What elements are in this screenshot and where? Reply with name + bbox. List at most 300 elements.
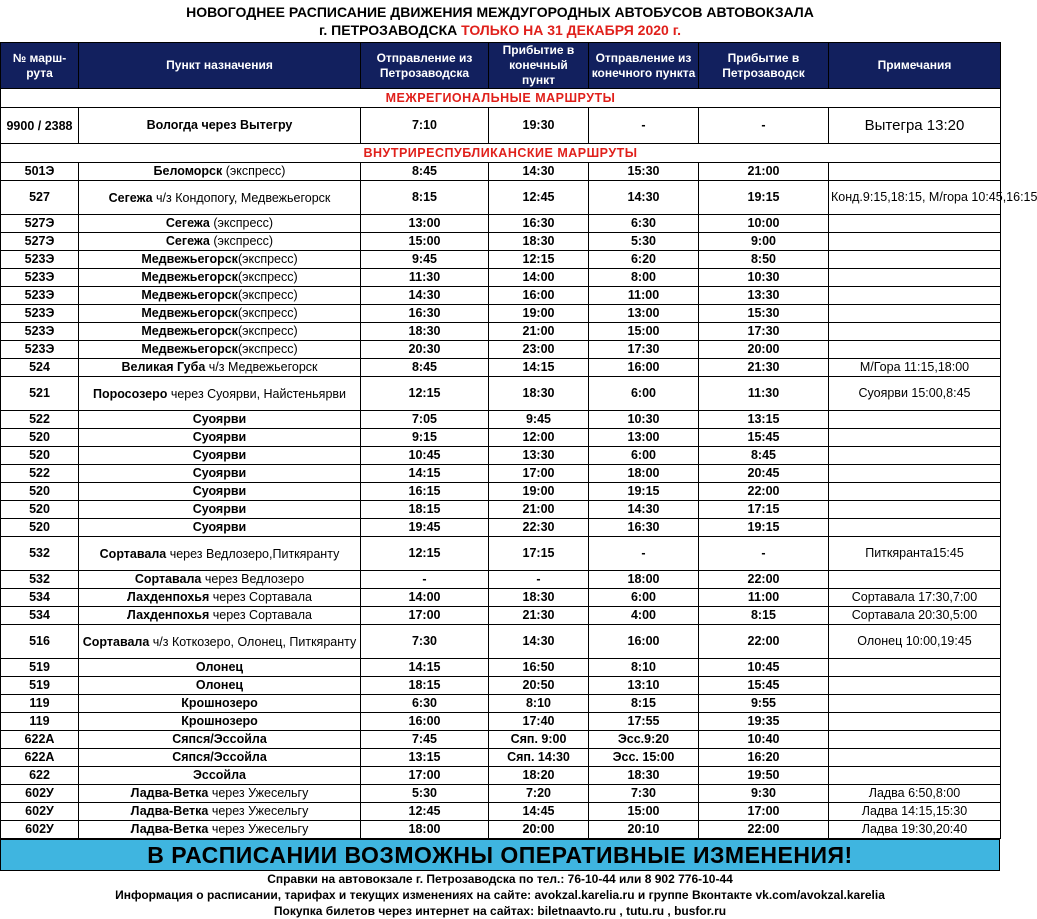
arr-ptz: 13:30 [699,287,829,305]
schedule-table [0,42,1037,839]
table-row [1,519,1001,537]
route-number: 522 [1,411,79,429]
dep-ptz: 8:45 [361,359,489,377]
dep-end: 8:15 [589,695,699,713]
dep-ptz: 14:15 [361,659,489,677]
changes-banner: В РАСПИСАНИИ ВОЗМОЖНЫ ОПЕРАТИВНЫЕ ИЗМЕНЕНИЯ! [0,839,1000,871]
col-dep-ptz-header: Отправление из Петрозаводска [361,43,489,89]
arr-end: Сяп. 9:00 [489,731,589,749]
table-row [1,731,1001,749]
arr-end: 19:00 [489,305,589,323]
table-row [1,589,1001,607]
arr-ptz: - [699,108,829,144]
destination [79,411,361,429]
dep-end: 14:30 [589,501,699,519]
dep-ptz: 18:30 [361,323,489,341]
arr-end: 18:20 [489,767,589,785]
destination-name: Сортавала [134,572,202,586]
dep-ptz: 16:30 [361,305,489,323]
destination [79,519,361,537]
note [829,287,1001,305]
dep-end: 6:00 [589,589,699,607]
note [829,519,1001,537]
footer-tickets: Покупка билетов через интернет на сайтах: biletnaavto.ru , tutu.ru , busfor.ru [273,904,727,918]
route-number: 527 [1,181,79,215]
dep-end: 16:30 [589,519,699,537]
arr-end: 20:50 [489,677,589,695]
route-number: 622 [1,767,79,785]
dep-ptz: 7:45 [361,731,489,749]
destination-via: (экспресс) [209,216,274,230]
arr-ptz: 19:50 [699,767,829,785]
destination-via: через Сортавала [209,590,312,604]
destination [79,323,361,341]
arr-end: 19:30 [489,108,589,144]
arr-end: 17:40 [489,713,589,731]
destination [79,803,361,821]
note [829,411,1001,429]
destination [79,215,361,233]
arr-end: 14:00 [489,269,589,287]
col-arr-ptz-header: Прибытие в Петрозаводск [699,43,829,89]
dep-ptz: 8:15 [361,181,489,215]
dep-end: Эсс.9:20 [589,731,699,749]
dep-ptz: 10:45 [361,447,489,465]
route-number: 521 [1,377,79,411]
destination [79,767,361,785]
arr-ptz: 10:45 [699,659,829,677]
dep-end: 18:00 [589,465,699,483]
dep-ptz: 12:45 [361,803,489,821]
dep-ptz: 17:00 [361,767,489,785]
note: Олонец 10:00,19:45 [829,625,1001,659]
destination-via: через Ужесельгу [208,804,309,818]
table-row [1,695,1001,713]
destination-name: Эссойла [192,768,246,782]
route-number: 534 [1,607,79,625]
arr-ptz: 10:30 [699,269,829,287]
arr-end: 16:50 [489,659,589,677]
arr-end: 13:30 [489,447,589,465]
destination-via: ч/з Кондопогу, Медвежьегорск [152,190,331,205]
arr-end: 12:45 [489,181,589,215]
destination [79,377,361,411]
arr-end: 18:30 [489,233,589,251]
destination-name: Великая Губа [121,360,206,374]
dep-ptz: 14:15 [361,465,489,483]
note [829,465,1001,483]
destination-name: Сегежа [165,234,210,248]
col-destination-header: Пункт назначения [79,43,361,89]
note [829,677,1001,695]
destination [79,287,361,305]
dep-end: 11:00 [589,287,699,305]
route-number: 501Э [1,163,79,181]
destination-name: Медвежьегорск [141,306,238,320]
arr-end: 16:00 [489,287,589,305]
destination-via: (экспресс) [209,234,274,248]
dep-end: 7:30 [589,785,699,803]
dep-ptz: 16:15 [361,483,489,501]
dep-ptz: 14:00 [361,589,489,607]
dep-ptz: 18:15 [361,501,489,519]
note: Ладва 14:15,15:30 [829,803,1001,821]
destination-via: через Суоярви, Найстеньярви [167,386,347,401]
arr-ptz: 8:45 [699,447,829,465]
route-number: 523Э [1,305,79,323]
destination [79,749,361,767]
destination [79,447,361,465]
arr-ptz: 22:00 [699,625,829,659]
destination-via: через Ужесельгу [208,822,309,836]
arr-ptz: 16:20 [699,749,829,767]
arr-end: 21:30 [489,607,589,625]
route-number: 602У [1,803,79,821]
dep-end: - [589,108,699,144]
note [829,749,1001,767]
footer-phone: Справки на автовокзале г. Петрозаводска по тел.: 76-10-44 или 8 902 776-10-44 [267,872,733,886]
arr-end: 8:10 [489,695,589,713]
destination-name: Медвежьегорск [141,252,238,266]
note [829,501,1001,519]
dep-ptz: 12:15 [361,377,489,411]
route-number: 520 [1,447,79,465]
destination [79,108,361,144]
note [829,269,1001,287]
note [829,571,1001,589]
table-row [1,215,1001,233]
arr-ptz: 15:45 [699,429,829,447]
destination [79,483,361,501]
destination-name: Медвежьегорск [141,324,238,338]
dep-end: 13:00 [589,305,699,323]
route-number: 522 [1,465,79,483]
dep-end: 15:00 [589,803,699,821]
destination-name: Ладва-Ветка [130,804,209,818]
route-number: 527Э [1,215,79,233]
note: Вытегра 13:20 [829,108,1001,144]
destination-via: через Сортавала [209,608,312,622]
dep-end: 13:00 [589,429,699,447]
destination [79,607,361,625]
table-row [1,341,1001,359]
arr-end: 22:30 [489,519,589,537]
arr-ptz: 22:00 [699,571,829,589]
destination [79,359,361,377]
dep-end: 18:00 [589,571,699,589]
destination-name: Ладва-Ветка [130,822,209,836]
dep-ptz: 17:00 [361,607,489,625]
route-number: 527Э [1,233,79,251]
destination-name: Медвежьегорск [141,342,238,356]
table-row [1,501,1001,519]
destination-name: Суоярви [192,484,247,498]
note [829,233,1001,251]
arr-end: 17:00 [489,465,589,483]
dep-ptz: 7:05 [361,411,489,429]
arr-ptz: 21:00 [699,163,829,181]
note [829,215,1001,233]
dep-end: 17:55 [589,713,699,731]
arr-ptz: 11:30 [699,377,829,411]
destination-name: Сегежа [165,216,210,230]
table-row [1,269,1001,287]
dep-end: 16:00 [589,625,699,659]
destination [79,305,361,323]
arr-end: 18:30 [489,377,589,411]
route-number: 119 [1,713,79,731]
dep-ptz: 7:10 [361,108,489,144]
dep-ptz: 6:30 [361,695,489,713]
route-number: 523Э [1,341,79,359]
note [829,323,1001,341]
arr-ptz: 19:15 [699,519,829,537]
arr-ptz: 20:45 [699,465,829,483]
table-row [1,749,1001,767]
destination [79,589,361,607]
destination-name: Суоярви [192,412,247,426]
note: Питкяранта15:45 [829,537,1001,571]
arr-end: 20:00 [489,821,589,839]
dep-end: 16:00 [589,359,699,377]
destination [79,713,361,731]
route-number: 602У [1,785,79,803]
arr-ptz: 22:00 [699,483,829,501]
destination-name: Сегежа [108,190,153,205]
destination-name: Медвежьегорск [141,288,238,302]
destination-name: Сяпся/Эссойла [172,750,267,764]
arr-ptz: 9:55 [699,695,829,713]
arr-ptz: 21:30 [699,359,829,377]
destination-via: (экспресс) [237,306,298,320]
arr-end: 12:15 [489,251,589,269]
destination [79,233,361,251]
arr-ptz: 17:30 [699,323,829,341]
route-number: 516 [1,625,79,659]
col-arr-end-header: Прибытие в конечный пункт [489,43,589,89]
destination-via: (экспресс) [237,288,298,302]
route-number: 519 [1,659,79,677]
dep-ptz: 14:30 [361,287,489,305]
note: Конд.9:15,18:15, М/гора 10:45,16:15 [829,181,1001,215]
destination [79,625,361,659]
dep-ptz: 7:30 [361,625,489,659]
arr-ptz: 9:00 [699,233,829,251]
table-row [1,767,1001,785]
arr-end: 18:30 [489,589,589,607]
dep-end: 6:00 [589,447,699,465]
table-row [1,323,1001,341]
destination-via: (экспресс) [237,252,298,266]
route-number: 523Э [1,323,79,341]
destination-name: Ладва-Ветка [130,786,209,800]
note: Ладва 6:50,8:00 [829,785,1001,803]
arr-end: 21:00 [489,323,589,341]
arr-ptz: 8:15 [699,607,829,625]
route-number: 520 [1,483,79,501]
destination-via: через Ведлозеро [201,572,305,586]
destination [79,659,361,677]
table-row [1,233,1001,251]
arr-ptz: 17:00 [699,803,829,821]
title-date-notice: ТОЛЬКО НА 31 ДЕКАБРЯ 2020 г. [461,22,682,38]
table-row [1,821,1001,839]
table-row [1,411,1001,429]
destination [79,501,361,519]
destination [79,571,361,589]
arr-end: 7:20 [489,785,589,803]
destination-name: Сортавала [82,634,150,649]
arr-end: 23:00 [489,341,589,359]
destination-name: Беломорск [153,164,223,178]
dep-end: 4:00 [589,607,699,625]
note [829,695,1001,713]
table-row [1,108,1001,144]
col-notes-header: Примечания [829,43,1001,89]
arr-end: 12:00 [489,429,589,447]
arr-ptz: 20:00 [699,341,829,359]
arr-end: 14:45 [489,803,589,821]
arr-end: 14:15 [489,359,589,377]
destination [79,269,361,287]
dep-ptz: 13:15 [361,749,489,767]
destination [79,341,361,359]
arr-ptz: 11:00 [699,589,829,607]
dep-end: 10:30 [589,411,699,429]
dep-end: 6:00 [589,377,699,411]
title-city: г. ПЕТРОЗАВОДСКА [318,22,462,38]
dep-end: 20:10 [589,821,699,839]
dep-ptz: 9:45 [361,251,489,269]
route-number: 520 [1,519,79,537]
destination-name: Поросозеро [92,386,168,401]
arr-ptz: 15:45 [699,677,829,695]
table-row [1,163,1001,181]
destination-name: Сортавала [99,546,167,561]
destination [79,465,361,483]
note [829,341,1001,359]
destination [79,537,361,571]
arr-ptz: 8:50 [699,251,829,269]
destination-via: (экспресс) [237,324,298,338]
note: Сортавала 17:30,7:00 [829,589,1001,607]
destination-name: Суоярви [192,466,247,480]
dep-end: 13:10 [589,677,699,695]
table-row [1,251,1001,269]
arr-end: 14:30 [489,163,589,181]
destination-via: через Ведлозеро,Питкяранту [166,546,340,561]
table-row [1,537,1001,571]
route-number: 520 [1,501,79,519]
route-number: 602У [1,821,79,839]
destination-via: ч/з Медвежьегорск [205,360,318,374]
dep-ptz: 5:30 [361,785,489,803]
dep-end: 8:00 [589,269,699,287]
footer-info: Информация о расписании, тарифах и текущих изменениях на сайте: avokzal.karelia.ru и группе Вконтакте vk.com/avokzal.karelia [115,888,885,902]
note: Суоярви 15:00,8:45 [829,377,1001,411]
arr-ptz: 10:40 [699,731,829,749]
arr-ptz: 15:30 [699,305,829,323]
route-number: 519 [1,677,79,695]
dep-ptz: 19:45 [361,519,489,537]
arr-end: - [489,571,589,589]
destination-via: через Ужесельгу [208,786,309,800]
footer [0,871,1000,919]
note [829,163,1001,181]
arr-ptz: 9:30 [699,785,829,803]
dep-ptz: 15:00 [361,233,489,251]
route-number: 9900 / 2388 [1,108,79,144]
table-row [1,571,1001,589]
table-row [1,287,1001,305]
note [829,767,1001,785]
table-row [1,305,1001,323]
note [829,447,1001,465]
dep-end: 6:20 [589,251,699,269]
dep-end: 15:30 [589,163,699,181]
dep-ptz: 13:00 [361,215,489,233]
title-line-2 [0,21,1000,39]
note [829,251,1001,269]
dep-end: 14:30 [589,181,699,215]
arr-ptz: 13:15 [699,411,829,429]
destination-name: Олонец [195,678,244,692]
destination-via: (экспресс) [237,342,298,356]
dep-end: Эсс. 15:00 [589,749,699,767]
arr-end: Сяп. 14:30 [489,749,589,767]
arr-end: 16:30 [489,215,589,233]
dep-ptz: 20:30 [361,341,489,359]
section-interregional: МЕЖРЕГИОНАЛЬНЫЕ МАРШРУТЫ [1,89,1001,108]
route-number: 622А [1,749,79,767]
dep-end: 18:30 [589,767,699,785]
note: Ладва 19:30,20:40 [829,821,1001,839]
arr-ptz: 17:15 [699,501,829,519]
dep-end: 6:30 [589,215,699,233]
route-number: 523Э [1,269,79,287]
destination-name: Лахденпохья [127,608,210,622]
table-row [1,465,1001,483]
table-row [1,659,1001,677]
arr-end: 14:30 [489,625,589,659]
dep-ptz: 8:45 [361,163,489,181]
note [829,305,1001,323]
table-row [1,713,1001,731]
note [829,731,1001,749]
table-row [1,377,1001,411]
destination-name: Суоярви [192,502,247,516]
table-row [1,607,1001,625]
arr-end: 19:00 [489,483,589,501]
note [829,483,1001,501]
destination-via: (экспресс) [237,270,298,284]
dep-ptz: 9:15 [361,429,489,447]
route-number: 532 [1,571,79,589]
col-dep-end-header: Отправление из конечного пункта [589,43,699,89]
dep-end: 17:30 [589,341,699,359]
route-number: 520 [1,429,79,447]
route-number: 532 [1,537,79,571]
destination-name: Суоярви [192,520,247,534]
dep-end: 19:15 [589,483,699,501]
table-row [1,483,1001,501]
destination [79,731,361,749]
table-row [1,625,1001,659]
destination [79,785,361,803]
dep-ptz: 11:30 [361,269,489,287]
arr-end: 21:00 [489,501,589,519]
page-title [0,0,1000,42]
